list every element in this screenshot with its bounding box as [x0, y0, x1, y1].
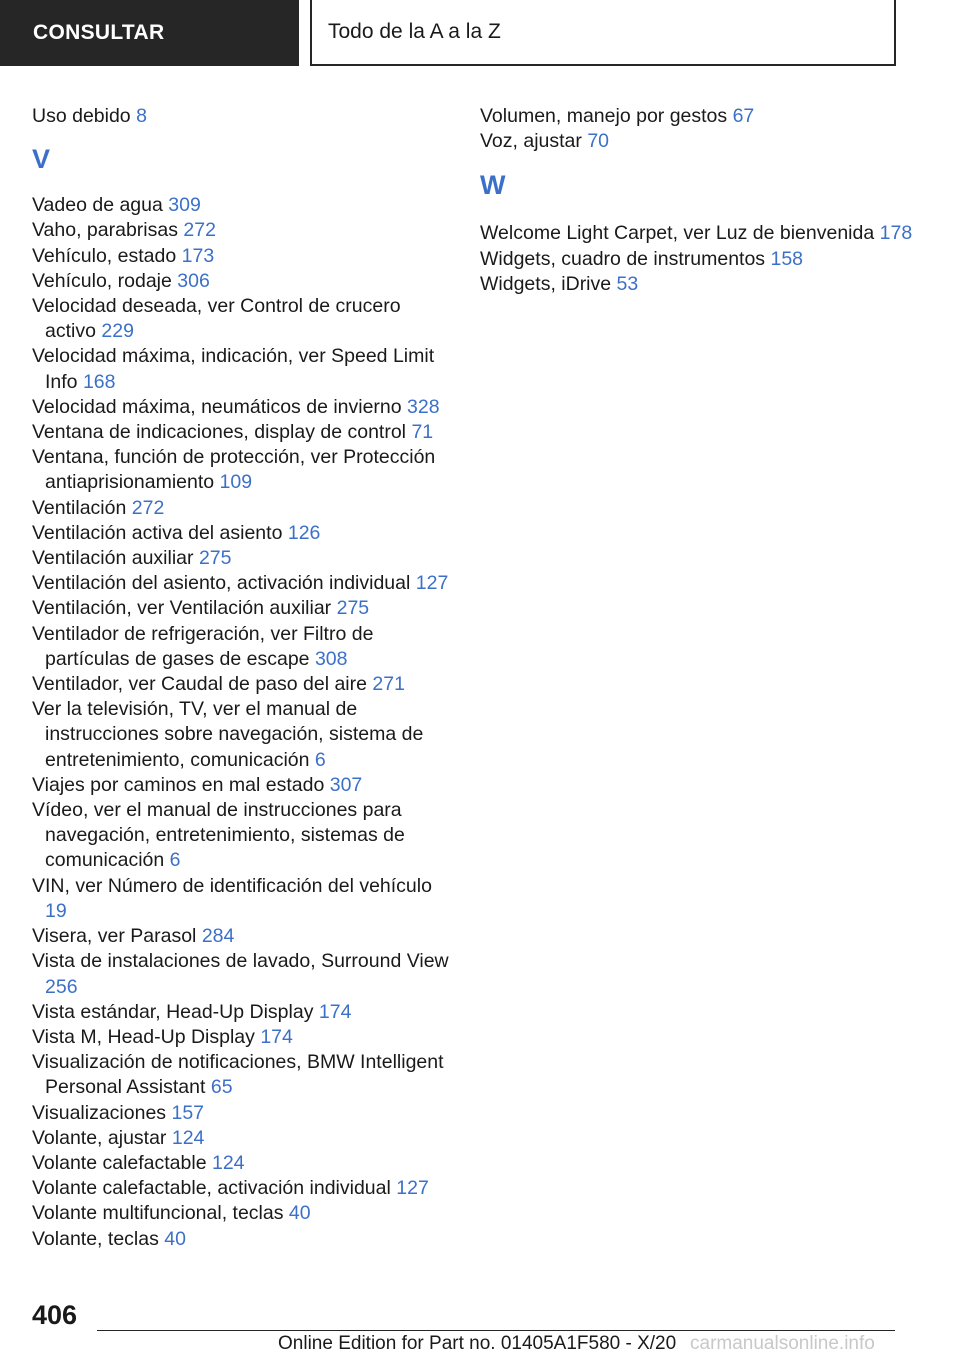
page-reference-link[interactable]: 229 [101, 320, 134, 343]
index-entry-text: Volante, ajustar [32, 1126, 167, 1149]
index-entry-text: Vista estándar, Head-Up Display [32, 1000, 314, 1023]
index-column-right [480, 104, 920, 297]
page-reference-link[interactable]: 109 [219, 471, 253, 494]
index-entry [32, 420, 452, 445]
index-entry-text: Vaho, parabrisas [32, 219, 178, 242]
page-reference-link[interactable]: 328 [407, 395, 440, 418]
index-entry-text: Vadeo de agua [32, 194, 163, 217]
index-entry [32, 798, 452, 874]
index-entry [32, 1000, 452, 1025]
page-reference-link[interactable]: 307 [329, 773, 363, 796]
page-reference-link[interactable]: 6 [169, 849, 181, 872]
page-reference-link[interactable]: 309 [168, 194, 201, 217]
index-entry-text: Widgets, cuadro de instrumentos [480, 247, 766, 270]
page-reference-link[interactable]: 124 [171, 1126, 205, 1149]
index-entry [480, 221, 920, 246]
index-entry [32, 344, 452, 394]
page-reference-link[interactable]: 157 [171, 1101, 205, 1124]
index-entry-text: Ventilador de refrigeración, ver Filtro de partículas de gases de escape [32, 622, 374, 670]
page-reference-link[interactable]: 178 [879, 222, 913, 245]
page-reference-link[interactable]: 127 [415, 572, 449, 595]
page-reference-link[interactable]: 168 [82, 370, 116, 393]
index-entry-text: Visualizaciones [32, 1101, 167, 1124]
index-entry [32, 395, 452, 420]
page-reference-link[interactable]: 173 [181, 244, 215, 267]
page-reference-link[interactable]: 53 [616, 272, 639, 295]
index-entry [32, 521, 452, 546]
index-entry [32, 104, 452, 129]
index-entry [32, 496, 452, 521]
index-entry-text: Velocidad deseada, ver Control de crucero activo [32, 295, 401, 343]
index-entry [32, 773, 452, 798]
page-reference-link[interactable]: 70 [587, 130, 610, 153]
page-reference-link[interactable]: 40 [164, 1227, 186, 1250]
page-reference-link[interactable]: 67 [732, 105, 755, 127]
index-entry-text: Ventilador, ver Caudal de paso del aire [32, 673, 367, 696]
index-entry-text: Vídeo, ver el manual de instrucciones para navegación, entretenimiento, sistemas de comunicación [32, 799, 405, 872]
index-entry-text: Ventilación, ver Ventilación auxiliar [32, 597, 332, 620]
index-entry-text: Ventilación activa del asiento [32, 521, 283, 544]
index-entry [32, 546, 452, 571]
index-entry-text: Visera, ver Parasol [32, 925, 197, 948]
index-column-left [32, 104, 452, 1252]
index-entry [480, 247, 920, 272]
page-reference-link[interactable]: 271 [372, 673, 405, 696]
footer-divider [97, 1330, 895, 1331]
index-entry [32, 1201, 452, 1226]
index-entry [480, 129, 920, 154]
index-entry-text: Ventilación auxiliar [32, 547, 194, 570]
index-entry-text: Widgets, iDrive [480, 272, 612, 295]
index-entry [32, 269, 452, 294]
index-entry [32, 1151, 452, 1176]
page-reference-link[interactable]: 71 [411, 421, 434, 444]
index-entry [32, 949, 452, 999]
index-entry-text: Uso debido [32, 105, 131, 127]
page-reference-link[interactable]: 127 [396, 1177, 429, 1200]
index-entry [32, 1101, 452, 1126]
index-entry [32, 1126, 452, 1151]
section-tab: CONSULTAR [0, 0, 299, 66]
page-reference-link[interactable]: 8 [136, 105, 147, 127]
index-letter-heading: W [480, 170, 506, 201]
page-reference-link[interactable]: 19 [45, 899, 67, 922]
index-entry-text: Volumen, manejo por gestos [480, 105, 728, 127]
page-reference-link[interactable]: 126 [287, 521, 321, 544]
page-reference-link[interactable]: 275 [198, 547, 232, 570]
index-entry [32, 244, 452, 269]
watermark: carmanualsonline.info [690, 1333, 875, 1354]
index-entry [32, 924, 452, 949]
index-letter-heading: V [32, 144, 51, 175]
index-entry [32, 1176, 452, 1201]
page-reference-link[interactable]: 65 [210, 1076, 233, 1099]
index-entry [480, 272, 920, 297]
index-entry [32, 1050, 452, 1100]
page-reference-link[interactable]: 174 [318, 1000, 352, 1023]
page-reference-link[interactable]: 40 [288, 1202, 311, 1225]
index-entry-text: Vista de instalaciones de lavado, Surround View [32, 950, 449, 973]
index-entry [32, 1227, 452, 1252]
index-entry [32, 445, 452, 495]
page-reference-link[interactable]: 6 [314, 748, 326, 771]
index-entry-text: Welcome Light Carpet, ver Luz de bienvenida [480, 222, 875, 245]
index-entry-text: Ventilación [32, 496, 127, 519]
index-entry-text: Volante calefactable [32, 1151, 207, 1174]
page-reference-link[interactable]: 272 [131, 496, 165, 519]
index-entry-text: Volante, teclas [32, 1227, 159, 1250]
page-reference-link[interactable]: 272 [183, 219, 216, 242]
index-entry [32, 218, 452, 243]
page-number: 406 [32, 1300, 78, 1330]
chapter-title: Todo de la A a la Z [310, 0, 896, 66]
page-reference-link[interactable]: 256 [45, 975, 78, 998]
index-entry [32, 1025, 452, 1050]
index-entry-text: Voz, ajustar [480, 130, 582, 153]
page-reference-link[interactable]: 158 [770, 247, 804, 270]
page-reference-link[interactable]: 284 [201, 925, 235, 948]
index-entry [480, 104, 920, 129]
index-entry-text: Volante multifuncional, teclas [32, 1202, 284, 1225]
index-entry-text: Velocidad máxima, neumáticos de invierno [32, 395, 402, 418]
index-entry-text: Vista M, Head-Up Display [32, 1025, 255, 1048]
index-entry [32, 622, 452, 672]
index-entry [32, 193, 452, 218]
page-reference-link[interactable]: 306 [177, 269, 210, 292]
index-entry [32, 672, 452, 697]
page-reference-link[interactable]: 124 [211, 1151, 245, 1174]
index-entry-text: Ventana de indicaciones, display de control [32, 421, 407, 444]
index-entry-text: Ventana, función de protección, ver Protección antiaprisionamiento [32, 446, 436, 494]
index-entry-text: Ventilación del asiento, activación individual [32, 572, 411, 595]
page-reference-link[interactable]: 174 [260, 1025, 293, 1048]
index-entry-text: Vehículo, estado [32, 244, 177, 267]
index-entry-text: VIN, ver Número de identificación del vehículo [32, 874, 432, 897]
page-reference-link[interactable]: 308 [314, 647, 348, 670]
index-entry-text: Vehículo, rodaje [32, 269, 172, 292]
index-entry-text: Volante calefactable, activación individual [32, 1177, 391, 1200]
index-entry [32, 294, 452, 344]
index-entry [32, 874, 452, 924]
page-reference-link[interactable]: 275 [336, 597, 370, 620]
index-entry-text: Visualización de notificaciones, BMW Intelligent Personal Assistant [32, 1051, 444, 1099]
index-entry [32, 596, 452, 621]
index-entry [32, 697, 452, 773]
edition-note: Online Edition for Part no. 01405A1F580 - X/20 [278, 1333, 677, 1354]
index-entry-text: Ver la televisión, TV, ver el manual de instrucciones sobre navegación, sistema de entretenimiento, comunicación [32, 698, 424, 771]
index-entry-text: Velocidad máxima, indicación, ver Speed Limit Info [32, 345, 435, 393]
index-entry [32, 571, 452, 596]
index-entry-text: Viajes por caminos en mal estado [32, 773, 325, 796]
page-header [0, 0, 960, 66]
